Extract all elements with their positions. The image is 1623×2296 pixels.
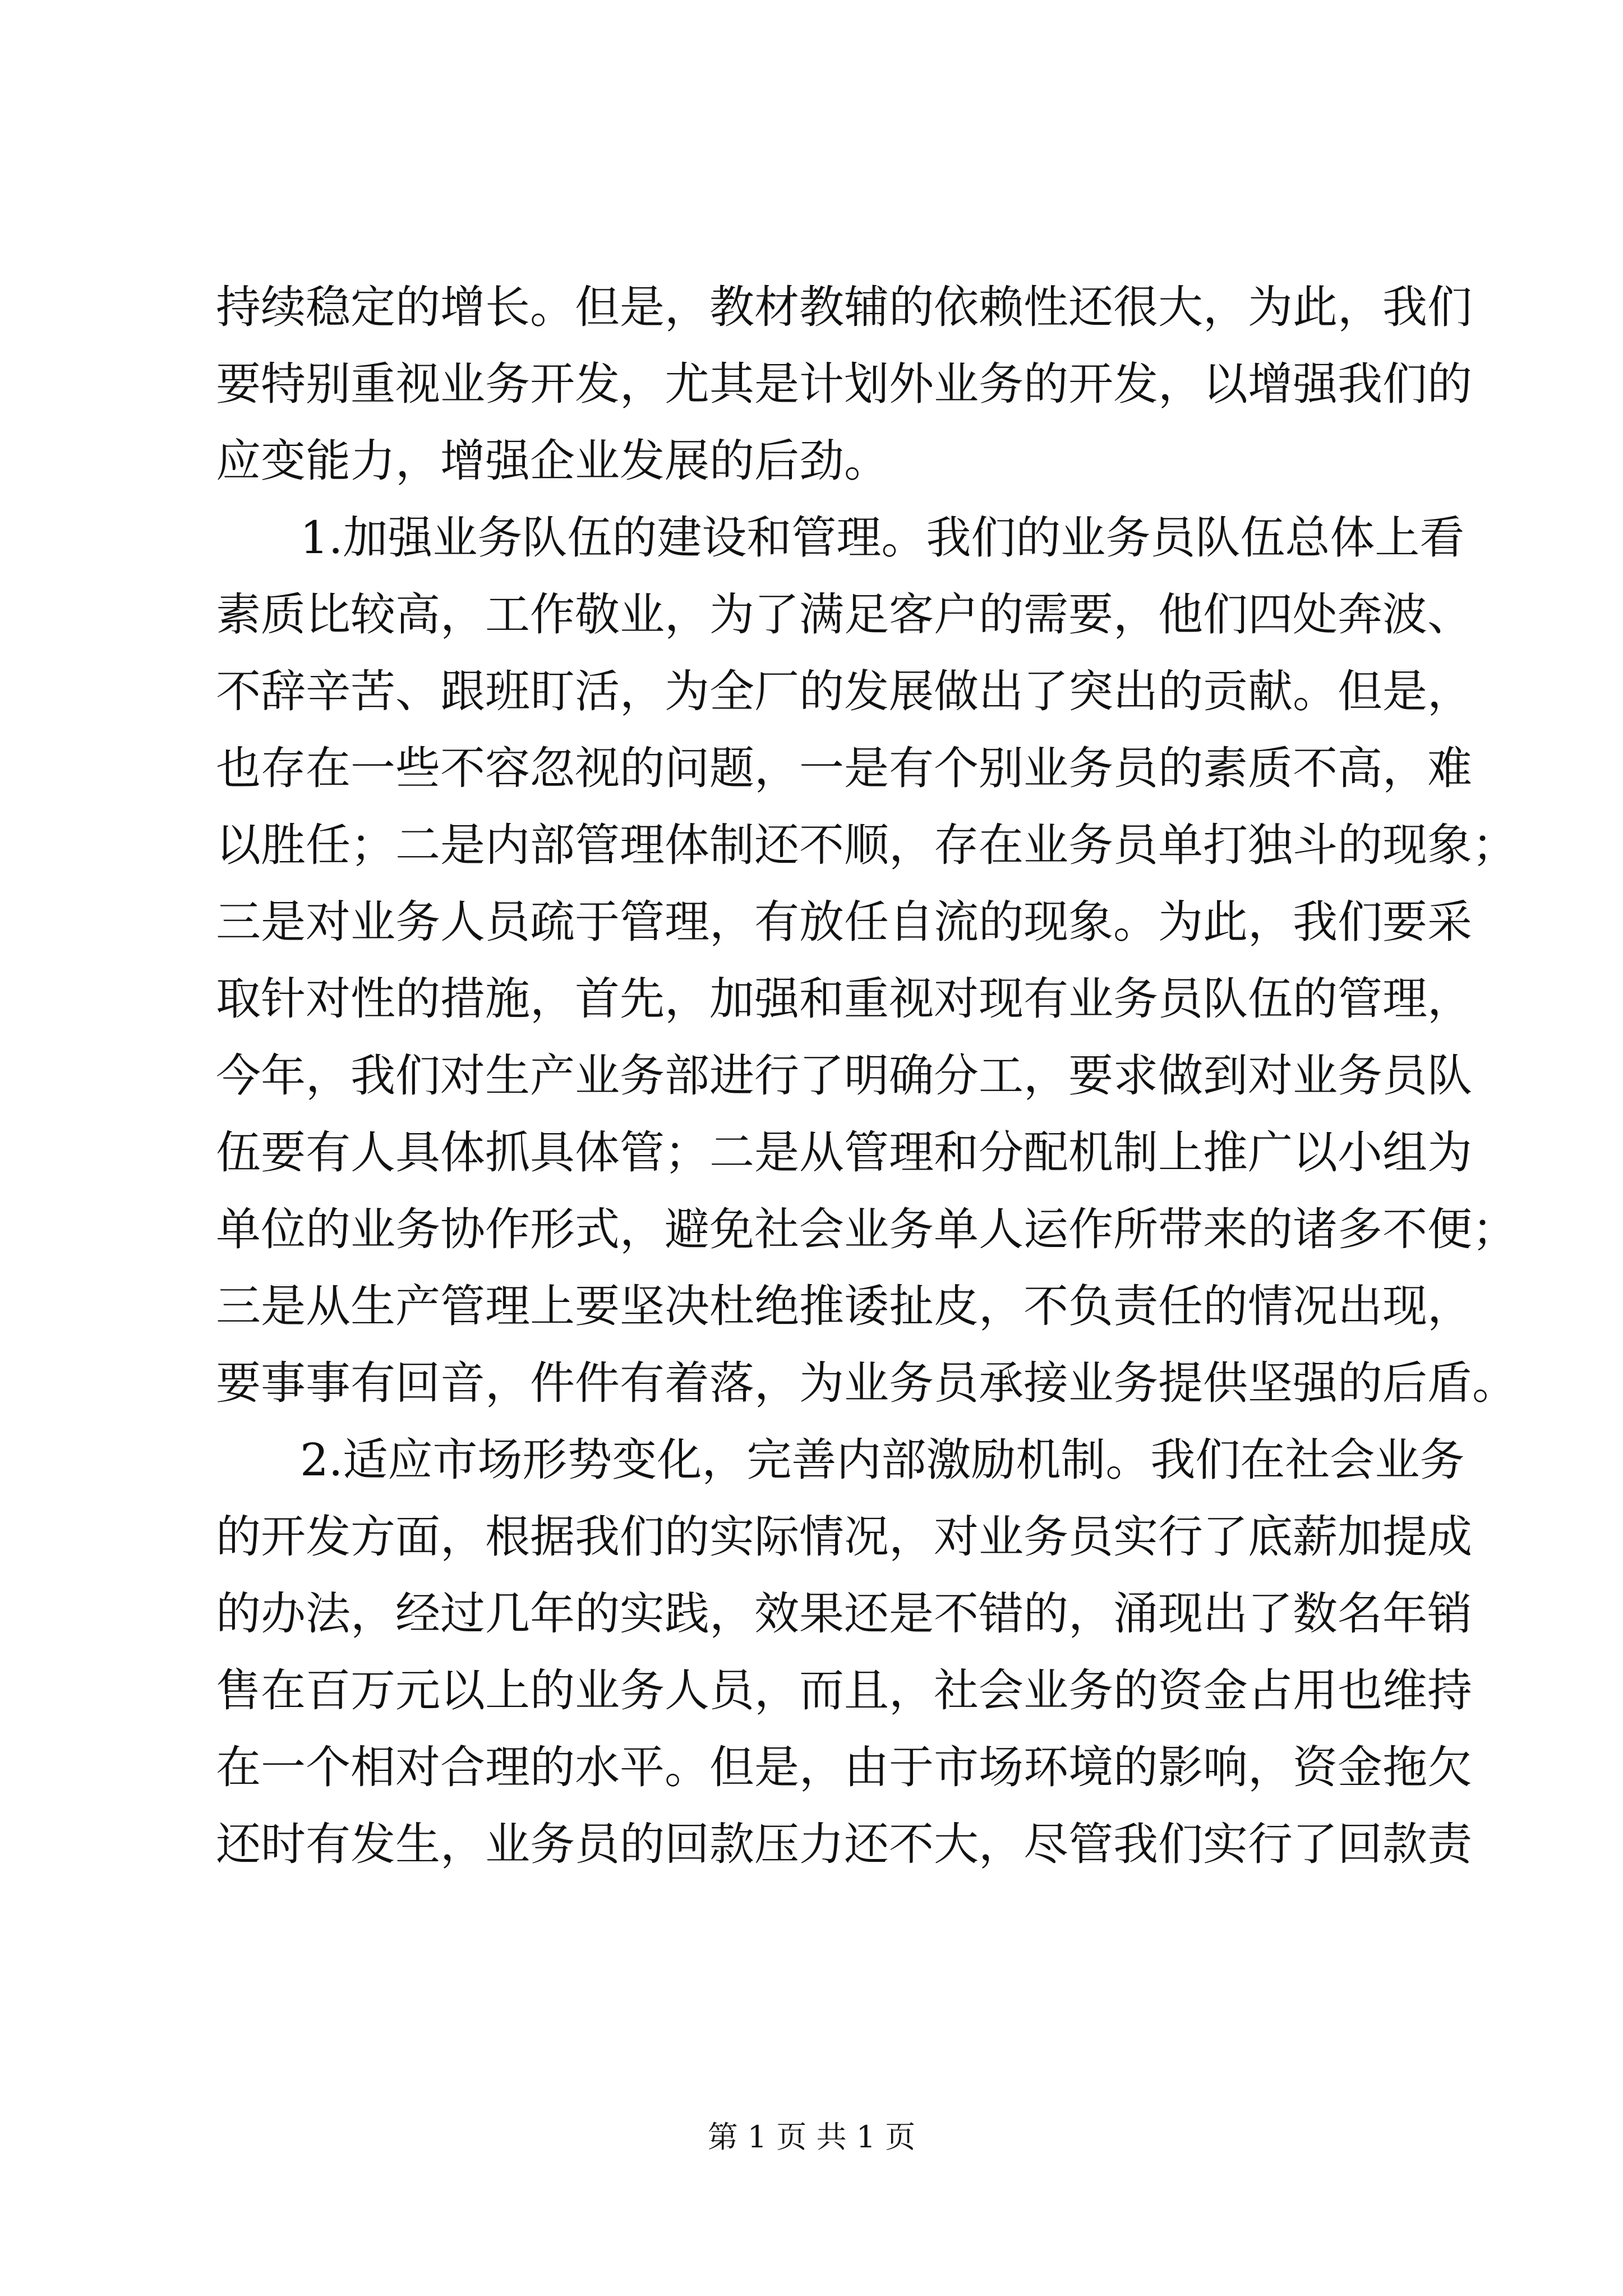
paragraph-1-first-line: 1.加强业务队伍的建设和管理。我们的业务员队伍总体上看: [300, 512, 1465, 564]
text-line: 在一个相对合理的水平。但是，由于市场环境的影响，资金拖欠: [216, 1741, 1472, 1793]
text-line: 应变能力，增强企业发展的后劲。: [216, 435, 889, 487]
text-line: 的开发方面，根据我们的实际情况，对业务员实行了底薪加提成: [216, 1511, 1472, 1563]
text-line: 要特别重视业务开发，尤其是计划外业务的开发，以增强我们的: [216, 358, 1472, 410]
text-line: 取针对性的措施，首先，加强和重视对现有业务员队伍的管理，: [216, 973, 1472, 1025]
text-line: 单位的业务协作形式，避免社会业务单人运作所带来的诸多不便；: [216, 1203, 1517, 1255]
text-line: 三是对业务人员疏于管理，有放任自流的现象。为此，我们要采: [216, 896, 1472, 948]
text-line: 以胜任；二是内部管理体制还不顺，存在业务员单打独斗的现象；: [216, 819, 1517, 871]
text-line: 售在百万元以上的业务人员，而且，社会业务的资金占用也维持: [216, 1664, 1472, 1717]
text-line: 今年，我们对生产业务部进行了明确分工，要求做到对业务员队: [216, 1050, 1472, 1102]
text-line: 持续稳定的增长。但是，教材教辅的依赖性还很大，为此，我们: [216, 281, 1472, 333]
text-line: 的办法，经过几年的实践，效果还是不错的，涌现出了数名年销: [216, 1588, 1472, 1640]
paragraph-2-first-line: 2.适应市场形势变化，完善内部激励机制。我们在社会业务: [300, 1434, 1465, 1486]
page-number-footer: 第 1 页 共 1 页: [707, 2119, 916, 2155]
text-line: 不辞辛苦、跟班盯活，为全厂的发展做出了突出的贡献。但是，: [216, 665, 1472, 717]
text-line: 素质比较高，工作敬业，为了满足客户的需要，他们四处奔波、: [216, 588, 1472, 641]
text-line: 伍要有人具体抓具体管；二是从管理和分配机制上推广以小组为: [216, 1126, 1472, 1179]
text-line: 要事事有回音，件件有着落，为业务员承接业务提供坚强的后盾。: [216, 1357, 1517, 1409]
text-line: 还时有发生，业务员的回款压力还不大，尽管我们实行了回款责: [216, 1818, 1472, 1870]
text-line: 也存在一些不容忽视的问题，一是有个别业务员的素质不高，难: [216, 742, 1472, 794]
text-line: 三是从生产管理上要坚决杜绝推诿扯皮，不负责任的情况出现，: [216, 1280, 1472, 1332]
